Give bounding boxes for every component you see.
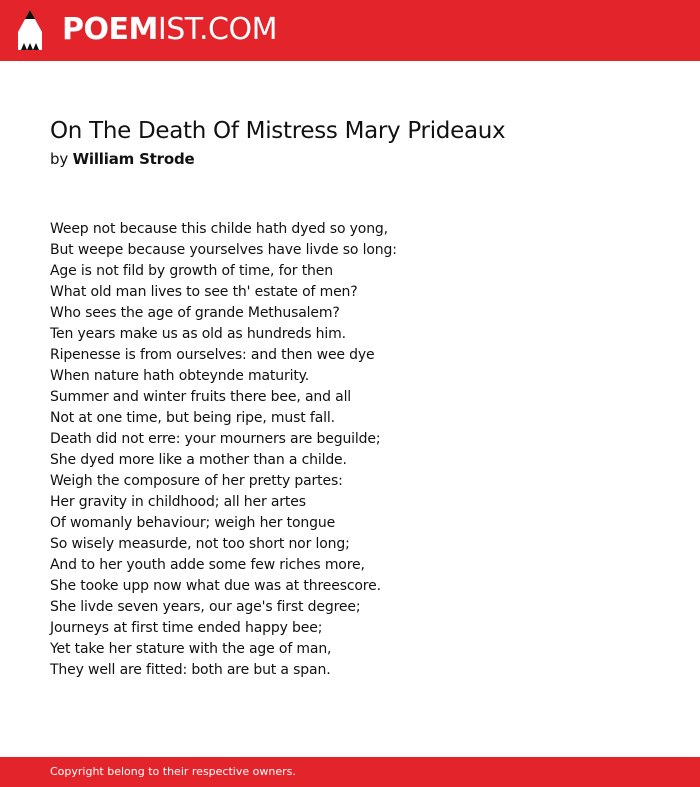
poem-line: So wisely measurde, not too short nor long; [50,536,350,552]
poem-line: They well are fitted: both are but a span. [50,662,331,678]
site-logo[interactable] [62,12,277,48]
author-name: William Strode [72,150,195,168]
poem-line: Of womanly behaviour; weigh her tongue [50,515,336,531]
poem-line: Weigh the composure of her pretty partes: [50,473,343,489]
poem-line: Not at one time, but being ripe, must fall. [50,410,335,426]
poem-line: She tooke upp now what due was at threescore. [50,578,381,594]
logo-text-bold: POEM [62,12,158,47]
poem-line: And to her youth adde some few riches more, [50,557,365,573]
poem-line: Age is not fild by growth of time, for then [50,263,333,279]
poem-line: Ripenesse is from ourselves: and then wee dye [50,347,375,363]
logo-text-light: IST.COM [157,12,277,47]
byline [50,149,670,169]
poem-line: When nature hath obteynde maturity. [50,368,310,384]
poem-line: But weepe because yourselves have livde so long: [50,242,397,258]
poem-line: What old man lives to see th' estate of men? [50,284,358,300]
by-label: by [50,150,68,168]
poem-line: Yet take her stature with the age of man, [50,641,332,657]
poem-line: Death did not erre: your mourners are beguilde; [50,431,381,447]
copyright-text: Copyright belong to their respective owners. [50,765,296,778]
poem-line: Weep not because this childe hath dyed so yong, [50,221,388,237]
poem-title: On The Death Of Mistress Mary Prideaux [50,118,506,144]
poem-content [50,116,670,681]
poem-line: She livde seven years, our age's first degree; [50,599,361,615]
site-footer [0,757,700,787]
poem-line: Her gravity in childhood; all her artes [50,494,306,510]
poem-line: She dyed more like a mother than a childe. [50,452,347,468]
poem-line: Journeys at first time ended happy bee; [50,620,323,636]
pencil-icon[interactable] [18,10,42,50]
poem-line: Who sees the age of grande Methusalem? [50,305,340,321]
poem-line: Ten years make us as old as hundreds him. [50,326,346,342]
poem-line: Summer and winter fruits there bee, and all [50,389,352,405]
poem-body [50,219,670,681]
site-header [0,0,700,61]
